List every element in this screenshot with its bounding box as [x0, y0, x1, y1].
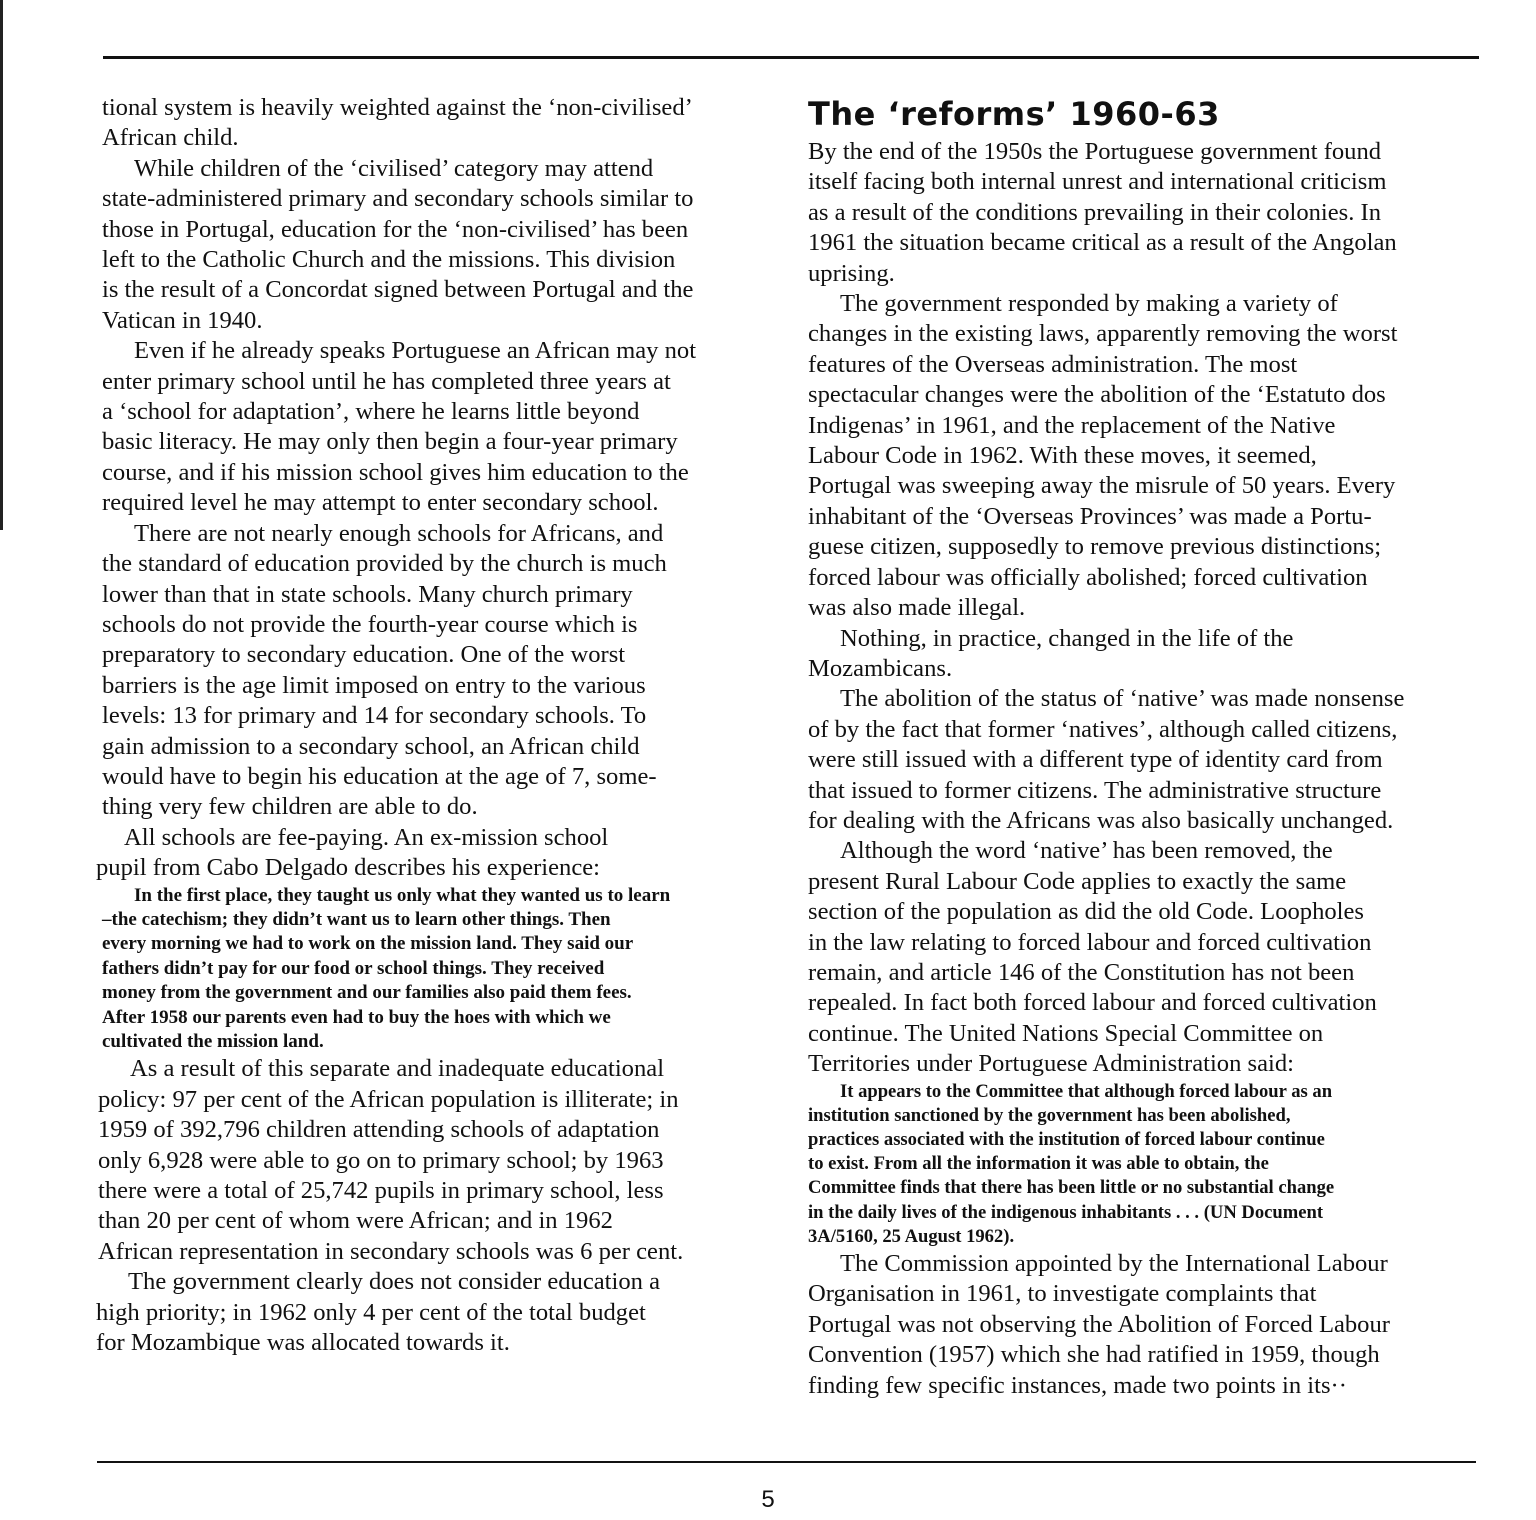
top-rule [103, 56, 1479, 59]
section-heading: The ‘reforms’ 1960-63 [808, 95, 1220, 133]
block-quote: In the first place, they taught us only what they wanted us to learn –the catechism; they didn’t want us to learn other things. Then every morning we had to work on the mission land. They said our fathers didn’t pay for our food or school things. They received money from the government and our families also paid them fees. After 1958 our parents even had to buy the hoes with which we cultivated the mission land. [102, 884, 671, 1052]
paragraph: The Commission appointed by the International Labour Organisation in 1961, to investigate complaints that Portugal was not observing the Abolition of Forced Labour Convention (1957) which she had ratified in 1959, though finding few specific instances, made two points in its·· [808, 1250, 1390, 1399]
paragraph: There are not nearly enough schools for Africans, and the standard of education provided by the church is much lower than that in state schools. Many church primary schools do not provide the fourth-year course which is preparatory to secondary education. One of the worst barriers is the age limit imposed on entry to the various levels: 13 for primary and 14 for secondary schools. To gain admission to a secondary school, an African child would have to begin his education at the age of 7, some- thing very few children are able to do. [102, 519, 667, 821]
right-column [808, 93, 1498, 1401]
paragraph: tional system is heavily weighted against the ‘non-civilised’ African child. [102, 94, 693, 152]
paragraph: All schools are fee-paying. An ex-mission school pupil from Cabo Delgado describes his experience: [96, 823, 609, 882]
paragraph: The abolition of the status of ‘native’ was made nonsense of by the fact that former ‘natives’, although called citizens, were still issued with a different type of identity card from that issued to former citizens. The administrative structure for dealing with the Africans was also basically unchanged. [808, 685, 1405, 834]
paragraph: By the end of the 1950s the Portuguese government found itself facing both internal unrest and international criticism as a result of the conditions prevailing in their colonies. In 1961 the situation became critical as a result of the Angolan uprising. [808, 138, 1397, 287]
paragraph: The government clearly does not consider education a high priority; in 1962 only 4 per cent of the total budget for Mozambique was allocated towards it. [96, 1268, 660, 1357]
scan-edge-line [0, 0, 3, 530]
page-number: 5 [761, 1486, 775, 1513]
paragraph: As a result of this separate and inadequate educational policy: 97 per cent of the African population is illiterate; in 1959 of 392,796 children attending schools of adaptation only 6,928 were able to go on to primary school; by 1963 there were a total of 25,742 pupils in primary school, less than 20 per cent of whom were African; and in 1962 African representation in secondary schools was 6 per cent. [98, 1055, 684, 1265]
left-column [96, 93, 780, 1358]
paragraph: Nothing, in practice, changed in the life of the Mozambicans. [808, 624, 1294, 682]
paragraph: While children of the ‘civilised’ category may attend state-administered primary and secondary schools similar to those in Portugal, education for the ‘non-civilised’ has been left to the Catholic Church and the missions. This division is the result of a Concordat signed between Portugal and the Vatican in 1940. [102, 154, 694, 334]
paragraph: Although the word ‘native’ has been removed, the present Rural Labour Code applies to exactly the same section of the population as did the old Code. Loopholes in the law relating to forced labour and forced cultivation remain, and article 146 of the Constitution has not been repealed. In fact both forced labour and forced cultivation continue. The United Nations Special Committee on Territories under Portuguese Administration said: [808, 837, 1377, 1078]
bottom-rule [97, 1461, 1476, 1463]
block-quote: It appears to the Committee that although forced labour as an institution sanctioned by the government has been abolished, practices associated with the institution of forced labour continue to exist. From all the information it was able to obtain, the Committee finds that there has been little or no substantial change in the daily lives of the indigenous inhabitants . . . (UN Document 3A/5160, 25 August 1962). [808, 1080, 1335, 1247]
paragraph: The government responded by making a variety of changes in the existing laws, apparently removing the worst features of the Overseas administration. The most spectacular changes were the abolition of the ‘Estatuto dos Indigenas’ in 1961, and the replacement of the Native Labour Code in 1962. With these moves, it seemed, Portugal was sweeping away the misrule of 50 years. Every inhabitant of the ‘Overseas Provinces’ was made a Portu- guese citizen, supposedly to remove previous distinctions; forced labour was officially abolished; forced cultivation was also made illegal. [808, 290, 1398, 622]
paragraph: Even if he already speaks Portuguese an African may not enter primary school until he has completed three years at a ‘school for adaptation’, where he learns little beyond basic literacy. He may only then begin a four-year primary course, and if his mission school gives him education to the required level he may attempt to enter secondary school. [102, 337, 697, 517]
